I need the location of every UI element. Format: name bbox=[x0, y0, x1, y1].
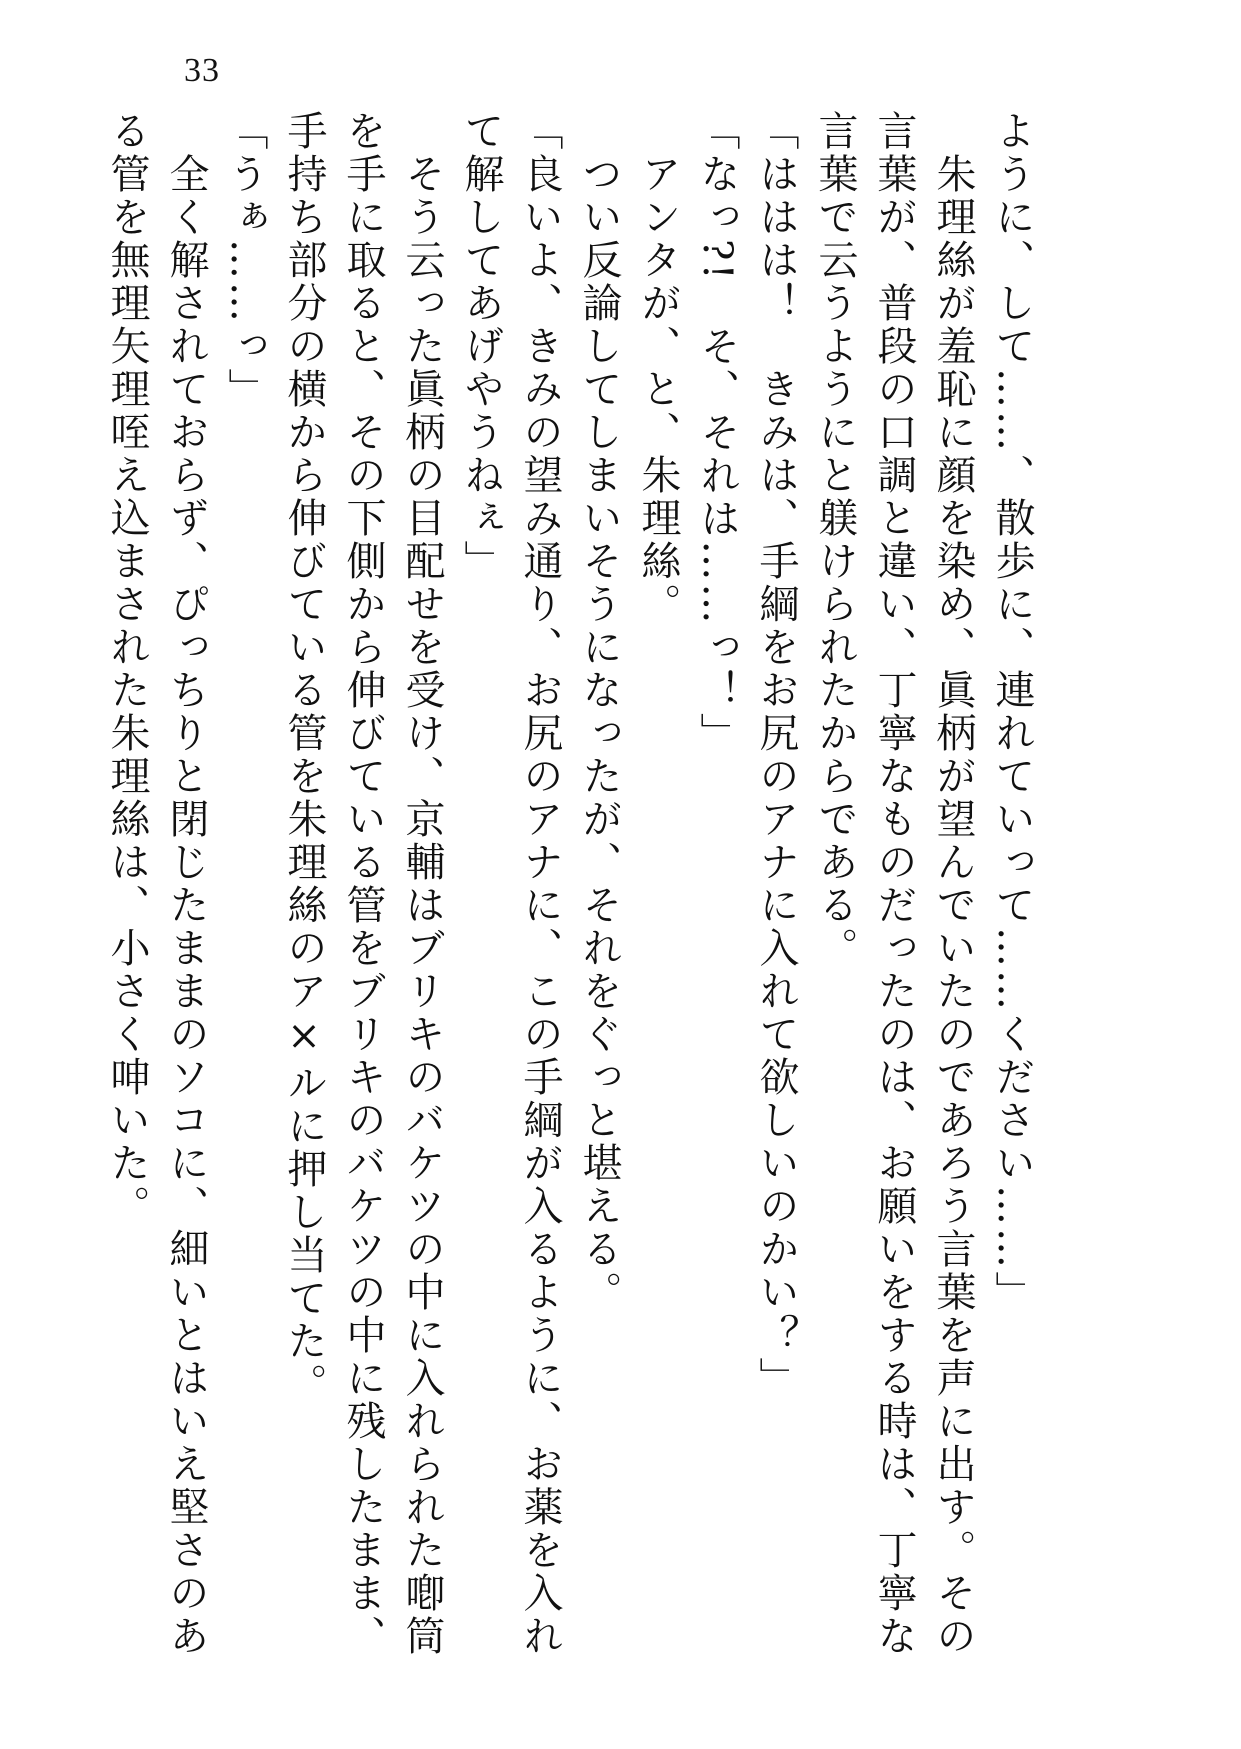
text-line: そう云った眞柄の目配せを受け、京輔はブリキのバケツの中に入れられた喞筒 bbox=[399, 110, 445, 1658]
text-line: 言葉が、普段の口調と違い、丁寧なものだったのは、お願いをする時は、丁寧な bbox=[871, 110, 917, 1658]
page-number: 33 bbox=[184, 52, 220, 89]
body-text bbox=[97, 110, 1041, 1670]
text-line: 「なっ?! そ、それは……っ！」 bbox=[694, 110, 740, 756]
text-line: て解してあげやうねぇ」 bbox=[458, 110, 504, 583]
text-line: 「ははは！ きみは、手綱をお尻のアナに入れて欲しいのかい？」 bbox=[753, 110, 799, 1400]
text-line: つい反論してしまいそうになったが、それをぐっと堪える。 bbox=[576, 110, 622, 1314]
text-line: 手持ち部分の横から伸びている管を朱理絲のア×ルに押し当てた。 bbox=[281, 110, 327, 1406]
text-line: ように、して……、散歩に、連れていって……ください……」 bbox=[989, 110, 1035, 1314]
text-line: 「良いよ、きみの望み通り、お尻のアナに、この手綱が入るように、お薬を入れ bbox=[517, 110, 563, 1658]
text-line: 全く解されておらず、ぴっちりと閉じたままのソコに、細いとはいえ堅さのあ bbox=[163, 110, 209, 1658]
text-line: 朱理絲が羞恥に顔を染め、眞柄が望んでいたのであろう言葉を声に出す。その bbox=[930, 110, 976, 1658]
text-line: を手に取ると、その下側から伸びている管をブリキのバケツの中に残したまま、 bbox=[340, 110, 386, 1658]
text-line: 「うぁ……っ」 bbox=[222, 110, 268, 411]
text-line: 言葉で云うようにと躾けられたからである。 bbox=[812, 110, 858, 970]
text-line: る管を無理矢理咥え込まされた朱理絲は、小さく呻いた。 bbox=[104, 110, 150, 1228]
text-line: アンタが、と、朱理絲。 bbox=[635, 110, 681, 626]
